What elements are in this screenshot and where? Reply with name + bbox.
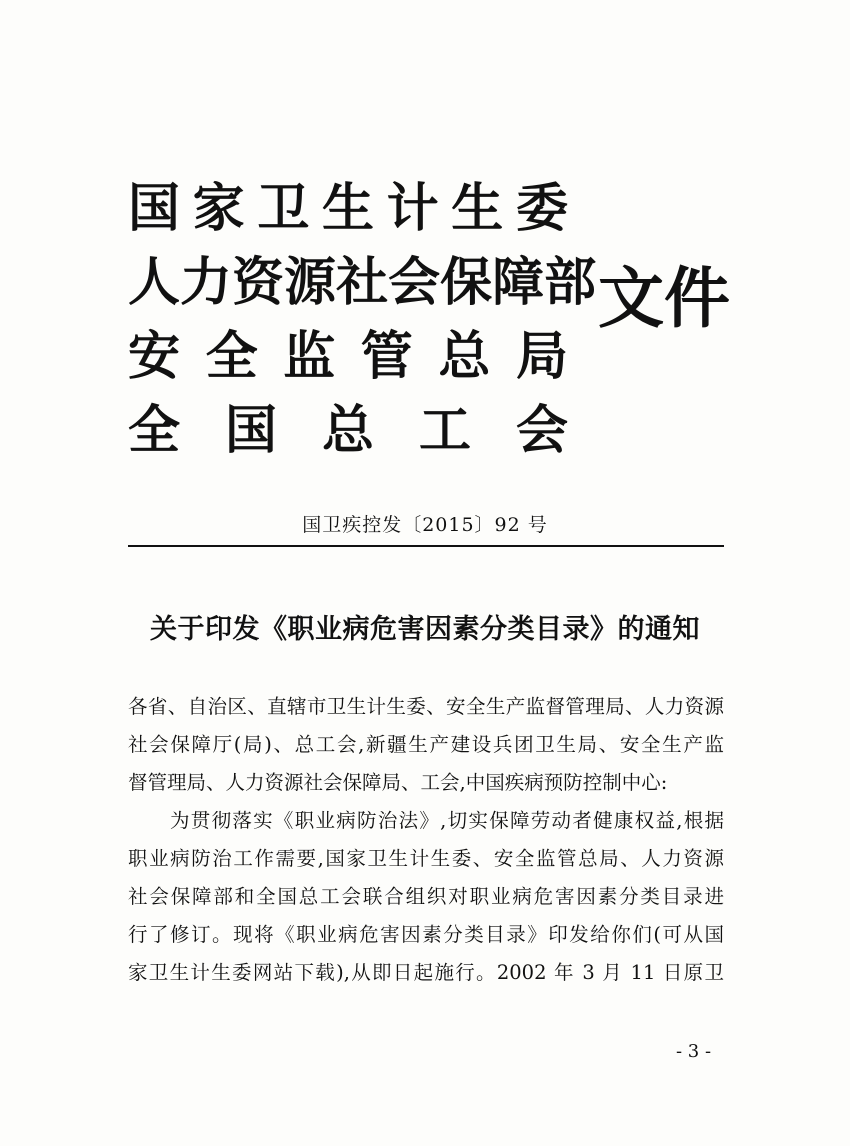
header-divider [128, 545, 724, 547]
issuer-character: 会 [515, 400, 568, 461]
issuer-character: 障 [492, 252, 545, 313]
paragraph-line: 家卫生计生委网站下载),从即日起施行。2002 年 3 月 11 日原卫 [128, 961, 724, 984]
issuer-character: 国 [224, 400, 277, 461]
issuer-character: 人 [128, 252, 181, 313]
issuer-character: 局 [515, 326, 568, 387]
issuer-line-health-commission [128, 178, 568, 252]
paragraph-line: 社会保障部和全国总工会联合组织对职业病危害因素分类目录进 [128, 885, 724, 908]
notice-body [128, 688, 724, 992]
paragraph-line: 行了修订。现将《职业病危害因素分类目录》印发给你们(可从国 [128, 923, 724, 946]
issuer-character: 监 [283, 326, 336, 387]
issuer-line-human-resources [128, 252, 597, 326]
issuer-character: 源 [284, 252, 337, 313]
addressee-line: 督管理局、人力资源社会保障局、工会,中国疾病预防控制中心: [128, 771, 668, 794]
issuer-character: 生 [321, 178, 374, 239]
addressee-line: 各省、自治区、直辖市卫生计生委、安全生产监督管理局、人力资源 [128, 695, 724, 718]
paragraph-line: 职业病防治工作需要,国家卫生计生委、安全监管总局、人力资源 [128, 847, 724, 870]
issuer-character: 总 [321, 400, 374, 461]
document-type-label: 文件 [598, 259, 730, 337]
paragraph-line: 为贯彻落实《职业病防治法》,切实保障劳动者健康权益,根据 [170, 809, 724, 832]
issuer-line-safety-supervision [128, 326, 568, 400]
issuer-character: 总 [438, 326, 491, 387]
document-number: 国卫疾控发〔2015〕92 号 [302, 514, 548, 536]
issuer-character: 会 [388, 252, 441, 313]
issuer-character: 工 [418, 400, 471, 461]
issuer-character: 全 [128, 400, 181, 461]
issuer-character: 力 [180, 252, 233, 313]
page-number: - 3 - [676, 1041, 712, 1062]
issuer-character: 资 [232, 252, 285, 313]
issuer-line-trade-union [128, 400, 568, 474]
issuer-character: 部 [544, 252, 597, 313]
issuer-character: 社 [336, 252, 389, 313]
issuer-block [128, 178, 597, 474]
issuer-character: 生 [451, 178, 504, 239]
issuer-character: 家 [192, 178, 245, 239]
issuer-character: 安 [128, 326, 181, 387]
issuer-character: 国 [128, 178, 181, 239]
issuer-character: 卫 [257, 178, 310, 239]
issuer-character: 保 [440, 252, 493, 313]
notice-title: 关于印发《职业病危害因素分类目录》的通知 [150, 614, 700, 645]
issuer-character: 管 [360, 326, 413, 387]
issuer-character: 委 [515, 178, 568, 239]
issuer-character: 计 [386, 178, 439, 239]
addressee-line: 社会保障厅(局)、总工会,新疆生产建设兵团卫生局、安全生产监 [128, 733, 724, 756]
issuer-character: 全 [205, 326, 258, 387]
